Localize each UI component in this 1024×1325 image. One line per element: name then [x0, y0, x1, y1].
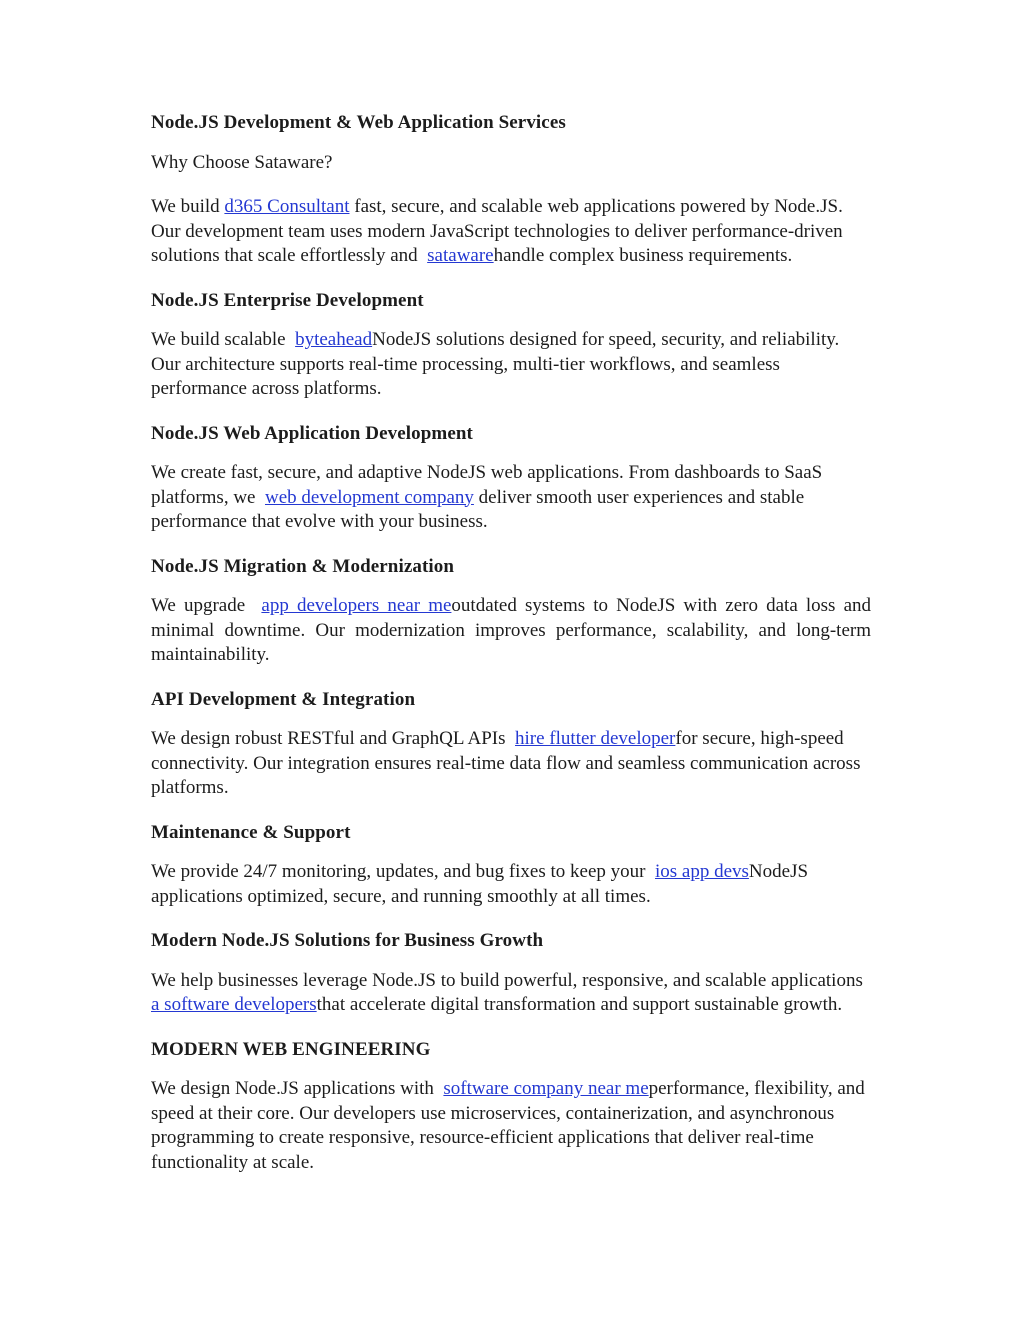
paragraph: [151, 461, 871, 535]
text-run: We help businesses leverage Node.JS to build powerful, responsive, and scalable applications: [151, 969, 868, 991]
text-run: We upgrade: [151, 595, 262, 616]
text-run: for secure, high-speed connectivity. Our integration ensures real-time data flow and seamless communication across platforms.: [151, 728, 861, 798]
text-link[interactable]: a software developers: [151, 994, 317, 1015]
section-heading: Node.JS Migration & Modernization: [151, 555, 455, 577]
paragraph: [151, 727, 871, 801]
section-heading: Maintenance & Support: [151, 821, 351, 843]
text-link[interactable]: sataware: [427, 245, 494, 266]
text-link[interactable]: hire flutter developer: [515, 728, 676, 749]
text-run: that accelerate digital transformation and support sustainable growth.: [316, 994, 843, 1015]
text-link[interactable]: software company near me: [443, 1078, 649, 1099]
section-heading: Modern Node.JS Solutions for Business Growth: [151, 930, 544, 951]
section-heading: Node.JS Development & Web Application Services: [151, 112, 566, 133]
document-body: [151, 111, 871, 1175]
text-run: We create fast, secure, and adaptive NodeJS web applications. From dashboards to SaaS platforms, we: [151, 462, 823, 508]
paragraph: [151, 151, 871, 176]
text-run: deliver smooth user experiences and stable performance that evolve with your business.: [151, 486, 805, 532]
text-run: outdated systems to NodeJS with zero data loss and minimal downtime. Our modernization improves performance, scalability, and long-term maintainability.: [151, 595, 872, 665]
text-link[interactable]: byteahead: [295, 329, 373, 350]
section-heading: Node.JS Web Application Development: [151, 422, 473, 444]
paragraph: [151, 195, 871, 269]
text-run: NodeJS solutions designed for speed, security, and reliability. Our architecture supports real-time processing, multi-tier workflows, and seamless performance across platforms.: [151, 329, 840, 399]
text-run: We provide 24/7 monitoring, updates, and bug fixes to keep your: [151, 861, 655, 882]
text-run: NodeJS applications optimized, secure, and running smoothly at all times.: [151, 861, 809, 907]
section-heading: API Development & Integration: [151, 688, 416, 710]
section-heading: Node.JS Enterprise Development: [151, 289, 424, 311]
paragraph: [151, 1077, 871, 1175]
text-run: performance, flexibility, and speed at their core. Our developers use microservices, containerization, and asynchronous programming to create responsive, resource-efficient applications that deliver real-time functionality at scale.: [151, 1078, 865, 1173]
paragraph: [151, 860, 871, 909]
text-run: Why Choose Sataware?: [151, 151, 333, 173]
text-link[interactable]: web development company: [264, 486, 474, 508]
text-run: We build: [151, 196, 225, 217]
text-run: We design Node.JS applications with: [151, 1078, 444, 1099]
section-heading: MODERN WEB ENGINEERING: [151, 1038, 431, 1060]
paragraph: [151, 328, 871, 402]
text-link[interactable]: ios app devs: [654, 861, 749, 882]
text-run: We build scalable: [151, 329, 296, 350]
paragraph: [151, 969, 871, 1018]
text-run: handle complex business requirements.: [493, 245, 793, 266]
paragraph: [151, 594, 871, 668]
text-run: We design robust RESTful and GraphQL APIs: [151, 728, 516, 749]
text-link[interactable]: app developers near me: [261, 595, 452, 616]
text-run: fast, secure, and scalable web applications powered by Node.JS. Our development team uses modern JavaScript technologies to deliver performance-driven solutions that scale effortlessly and: [151, 196, 843, 266]
text-link[interactable]: d365 Consultant: [224, 196, 350, 217]
